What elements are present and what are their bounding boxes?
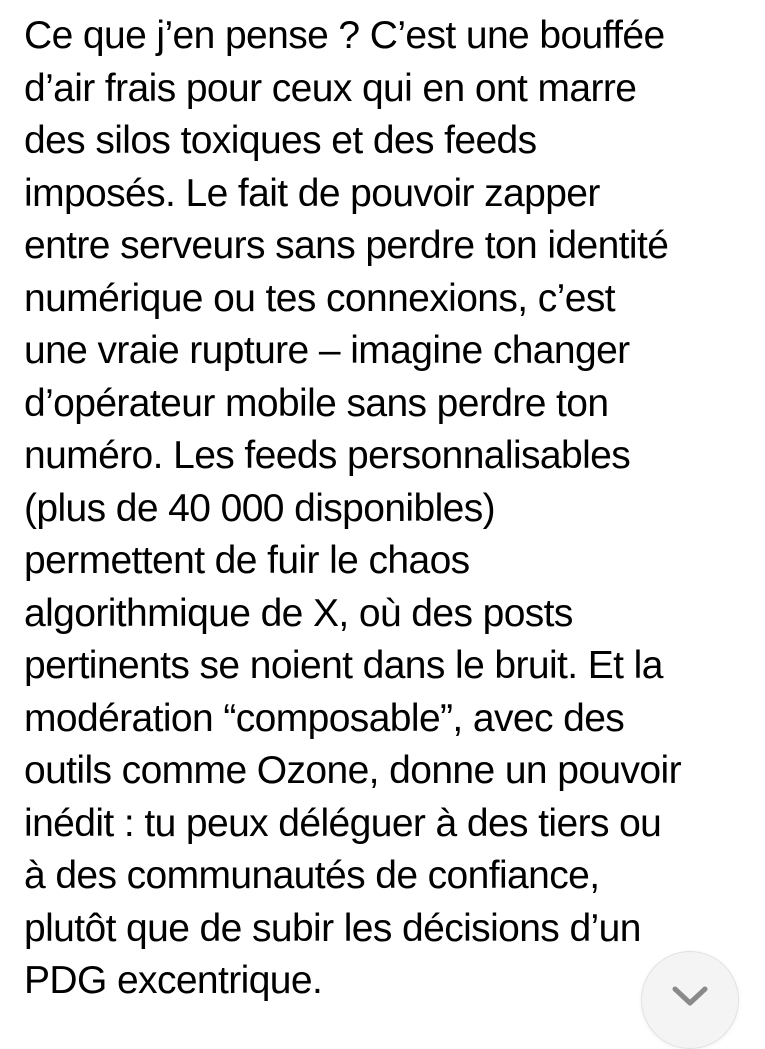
text-line: à des communautés de confiance, <box>24 854 600 897</box>
text-line: permettent de fuir le chaos <box>24 539 470 582</box>
text-line: modération “composable”, avec des <box>24 696 625 740</box>
article-body <box>24 10 744 1008</box>
text-line: inédit : tu peux déléguer à des tiers ou <box>24 801 662 845</box>
text-line: pertinents se noient dans le bruit. Et la <box>24 644 663 687</box>
text-line: une vraie rupture – imagine changer <box>24 329 630 372</box>
text-line: entre serveurs sans perdre ton identité <box>24 224 669 267</box>
text-line: numéro. Les feeds personnalisables <box>24 434 631 477</box>
text-line: d’opérateur mobile sans perdre ton <box>24 381 609 425</box>
text-line: plutôt que de subir les décisions d’un <box>24 906 641 950</box>
text-line: Ce que j’en pense ? C’est une bouffée <box>24 14 665 57</box>
text-line: (plus de 40 000 disponibles) <box>24 486 496 530</box>
text-line: outils comme Ozone, donne un pouvoir <box>24 749 681 792</box>
text-line: imposés. Le fait de pouvoir zapper <box>24 171 600 215</box>
scroll-down-button[interactable] <box>641 951 739 1049</box>
chevron-down-icon <box>670 952 710 1013</box>
text-line: numérique ou tes connexions, c’est <box>24 276 615 320</box>
text-line: d’air frais pour ceux qui en ont marre <box>24 66 637 110</box>
text-line: des silos toxiques et des feeds <box>24 119 537 162</box>
text-line: PDG excentrique. <box>24 959 323 1002</box>
text-line: algorithmique de X, où des posts <box>24 591 573 635</box>
